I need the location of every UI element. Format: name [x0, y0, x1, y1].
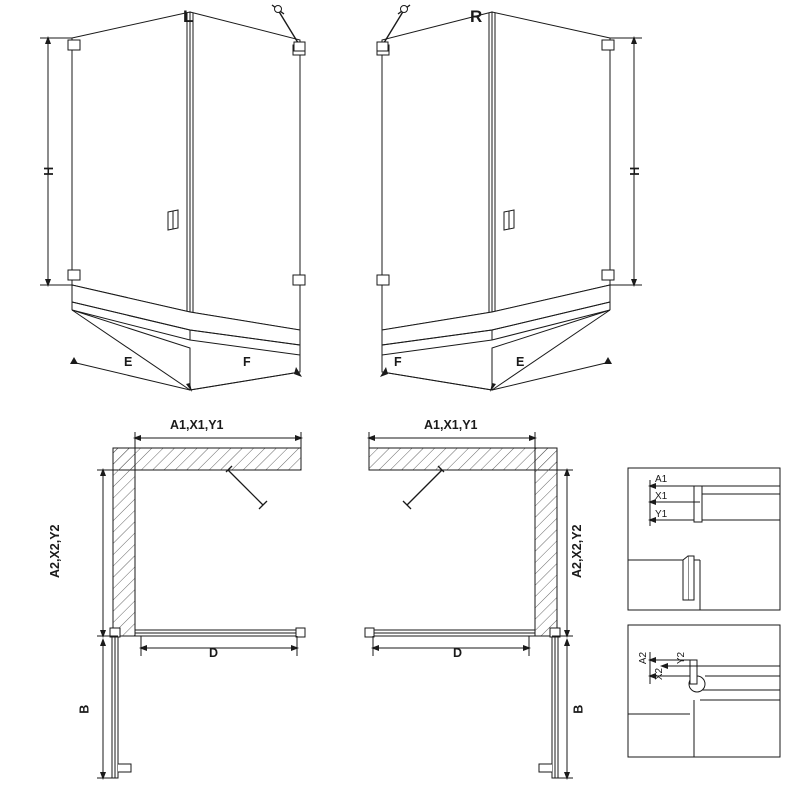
detail-top-label-a1: A1	[655, 474, 668, 485]
plan-left-inner-dim-label: D	[209, 646, 219, 660]
iso-right-height-label: H	[627, 166, 642, 176]
plan-right-inner-dim-label: D	[453, 646, 463, 660]
detail-bottom-label-y2: Y2	[676, 651, 688, 665]
plan-view-right	[365, 432, 573, 780]
detail-bottom-label-a2: A2	[638, 651, 650, 665]
detail-bottom-label-x2: X2	[654, 667, 666, 681]
iso-right-view-label: R	[470, 7, 483, 26]
plan-right-top-dim-label: A1,X1,Y1	[424, 418, 478, 432]
iso-left-panel-f-label: F	[243, 355, 251, 369]
detail-bottom	[628, 625, 780, 757]
iso-right-panel-f-label: F	[394, 355, 402, 369]
detail-top-label-y1: Y1	[655, 509, 668, 520]
plan-left-side-dim-label: A2,X2,Y2	[47, 524, 62, 579]
iso-left-view-label: L	[183, 7, 194, 26]
plan-left-top-dim-label: A1,X1,Y1	[170, 418, 224, 432]
detail-top	[628, 468, 780, 610]
plan-left-bottom-dim-label: B	[77, 704, 92, 714]
plan-right-bottom-dim-label: B	[571, 704, 586, 714]
plan-right-side-dim-label: A2,X2,Y2	[569, 524, 584, 579]
iso-view-right	[377, 5, 642, 392]
iso-left-height-label: H	[41, 166, 56, 176]
iso-right-panel-e-label: E	[516, 355, 525, 369]
iso-left-panel-e-label: E	[124, 355, 133, 369]
detail-top-label-x1: X1	[655, 491, 668, 502]
iso-view-left	[40, 5, 305, 392]
plan-view-left	[97, 432, 305, 780]
